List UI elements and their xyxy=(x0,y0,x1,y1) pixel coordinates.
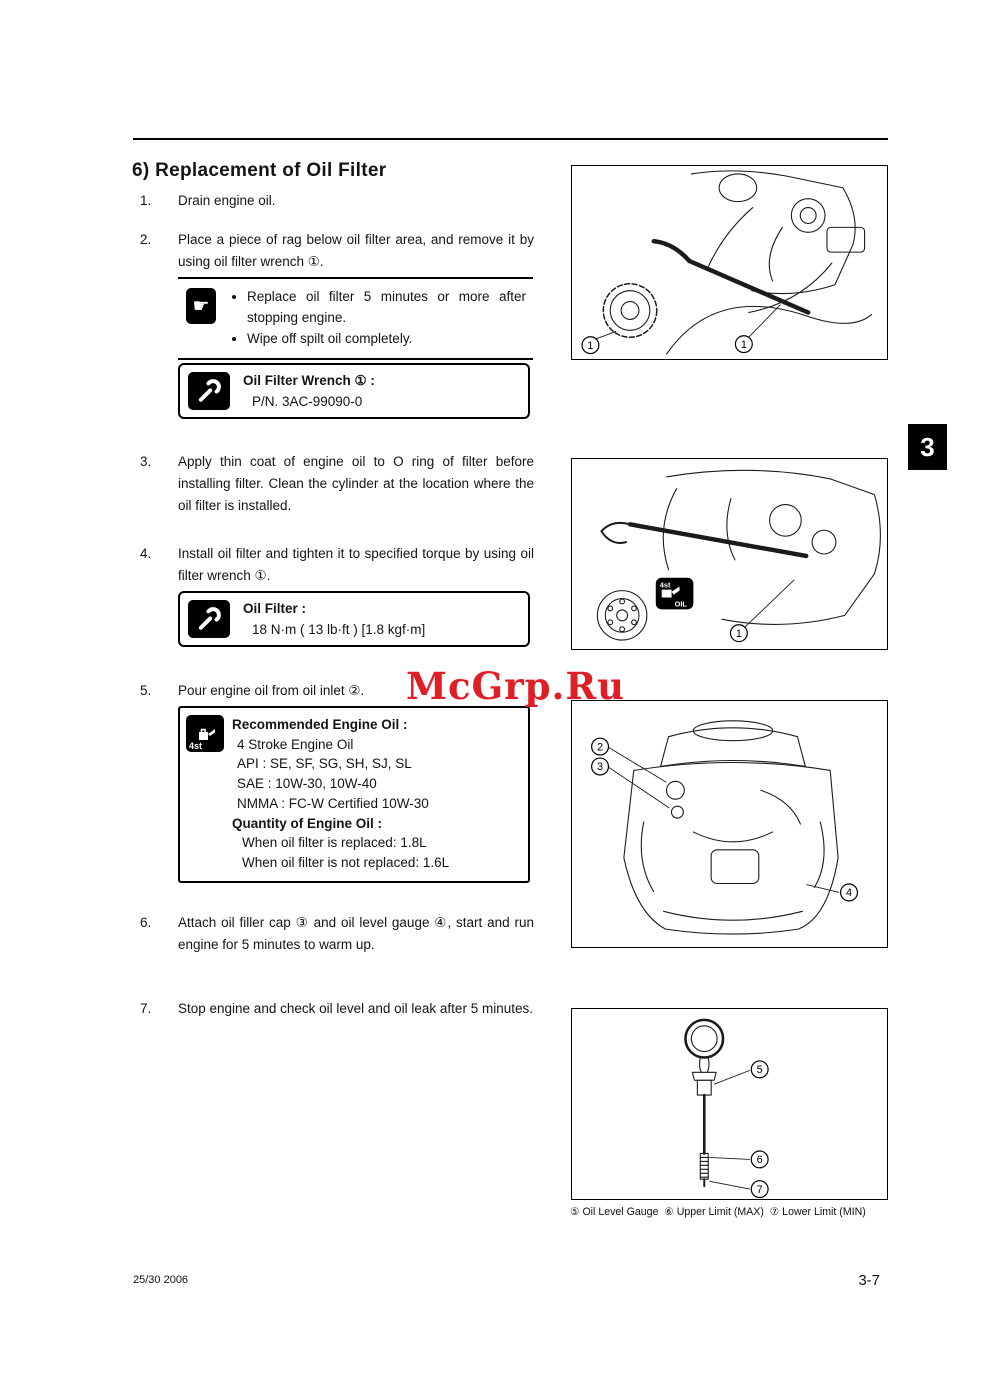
callout-1 xyxy=(735,336,752,353)
svg-text:7: 7 xyxy=(756,1183,763,1196)
recommended-oil-box xyxy=(178,706,530,883)
engine-filter-illustration xyxy=(572,459,887,649)
oil-quantity-title: Quantity of Engine Oil : xyxy=(232,815,382,831)
step-number: 2. xyxy=(140,232,152,247)
footer-page-number: 3-7 xyxy=(858,1272,880,1289)
step-number: 7. xyxy=(140,1001,152,1016)
oil-line: NMMA : FC-W Certified 10W-30 xyxy=(237,795,429,811)
step-text: Install oil filter and tighten it to specified torque by using oil filter wrench ①. xyxy=(178,546,534,583)
callout-1 xyxy=(730,625,747,642)
step-number: 3. xyxy=(140,454,152,469)
hand-pointer-icon: ☛ xyxy=(186,288,216,324)
figure-oil-level-gauge xyxy=(571,1008,888,1200)
svg-text:1: 1 xyxy=(587,339,594,352)
step-2 xyxy=(140,229,534,273)
svg-text:2: 2 xyxy=(597,741,604,754)
tool-title: Oil Filter Wrench ① : xyxy=(243,373,375,388)
tool-text xyxy=(243,370,375,412)
callout-6 xyxy=(751,1151,768,1168)
page-title: 6) Replacement of Oil Filter xyxy=(132,160,387,181)
callout-7 xyxy=(751,1181,768,1198)
step-3 xyxy=(140,451,534,517)
watermark: McGrp.Ru xyxy=(406,664,625,708)
wrench-icon xyxy=(188,600,230,638)
note-box xyxy=(178,277,533,360)
svg-text:6: 6 xyxy=(756,1154,763,1167)
step-text: Place a piece of rag below oil filter area, and remove it by using oil filter wrench ①. xyxy=(178,232,534,269)
svg-text:1: 1 xyxy=(735,627,742,640)
svg-text:5: 5 xyxy=(756,1064,763,1077)
callout-4 xyxy=(841,884,858,901)
oil-icon-label: 4st xyxy=(189,741,203,751)
callout-5 xyxy=(751,1061,768,1078)
oil-quantity-line: When oil filter is not replaced: 1.6L xyxy=(242,854,450,870)
wrench-icon xyxy=(188,372,230,410)
oil-content xyxy=(232,715,520,873)
step-6 xyxy=(140,912,534,956)
step-text: Stop engine and check oil level and oil leak after 5 minutes. xyxy=(178,1001,533,1016)
oil-line: SAE : 10W-30, 10W-40 xyxy=(237,776,377,792)
step-number: 5. xyxy=(140,683,152,698)
tool-text xyxy=(243,598,425,640)
step-4 xyxy=(140,543,534,587)
note-bullet: • Replace oil filter 5 minutes or more after stopping engine. xyxy=(247,286,526,328)
four-stroke-oil-badge xyxy=(656,578,694,610)
four-stroke-oil-icon xyxy=(186,715,224,752)
step-number: 4. xyxy=(140,546,152,561)
figure-oil-filter-removal xyxy=(571,165,888,360)
tool-value: 18 N·m ( 13 lb·ft ) [1.8 kgf·m] xyxy=(252,622,426,637)
dipstick-illustration xyxy=(572,1009,887,1199)
engine-rear-illustration xyxy=(572,701,887,947)
figure-oil-inlet-location xyxy=(571,700,888,948)
oil-line: API : SE, SF, SG, SH, SJ, SL xyxy=(237,756,412,772)
step-text: Apply thin coat of engine oil to O ring of filter before installing filter. Clean the cylinder at the location where the oil filter is installed. xyxy=(178,454,534,513)
step-number: 1. xyxy=(140,193,152,208)
footer-model-year: 25/30 2006 xyxy=(133,1274,189,1286)
engine-wrench-illustration xyxy=(572,166,887,359)
svg-text:3: 3 xyxy=(597,761,604,774)
callout-2 xyxy=(592,738,609,755)
callout-1 xyxy=(582,337,599,354)
callout-3 xyxy=(592,758,609,775)
figure-oil-filter-install xyxy=(571,458,888,650)
step-text: Pour engine oil from oil inlet ②. xyxy=(178,683,365,698)
note-list xyxy=(234,286,526,349)
oil-quantity-line: When oil filter is replaced: 1.8L xyxy=(242,835,427,851)
svg-text:4: 4 xyxy=(845,887,853,900)
header-divider xyxy=(133,138,888,140)
oil-filter-wrench-box xyxy=(178,363,530,419)
step-text: Drain engine oil. xyxy=(178,193,276,208)
tool-value: P/N. 3AC-99090-0 xyxy=(252,394,363,409)
note-bullet: • Wipe off spilt oil completely. xyxy=(247,328,526,349)
svg-text:1: 1 xyxy=(740,338,747,351)
step-7 xyxy=(140,998,534,1020)
step-1 xyxy=(140,190,534,212)
tool-title: Oil Filter : xyxy=(243,601,307,616)
svg-text:4st: 4st xyxy=(659,580,671,590)
oil-filter-torque-box xyxy=(178,591,530,647)
svg-text:OIL: OIL xyxy=(674,599,687,609)
section-tab: 3 xyxy=(908,424,947,470)
oil-title: Recommended Engine Oil : xyxy=(232,717,408,732)
figure-caption: ⑤ Oil Level Gauge ⑥ Upper Limit (MAX) ⑦ Lower Limit (MIN) xyxy=(570,1206,866,1218)
step-text: Attach oil filler cap ③ and oil level gauge ④, start and run engine for 5 minutes to warm up. xyxy=(178,915,534,952)
oil-line: 4 Stroke Engine Oil xyxy=(237,736,354,752)
step-number: 6. xyxy=(140,915,152,930)
